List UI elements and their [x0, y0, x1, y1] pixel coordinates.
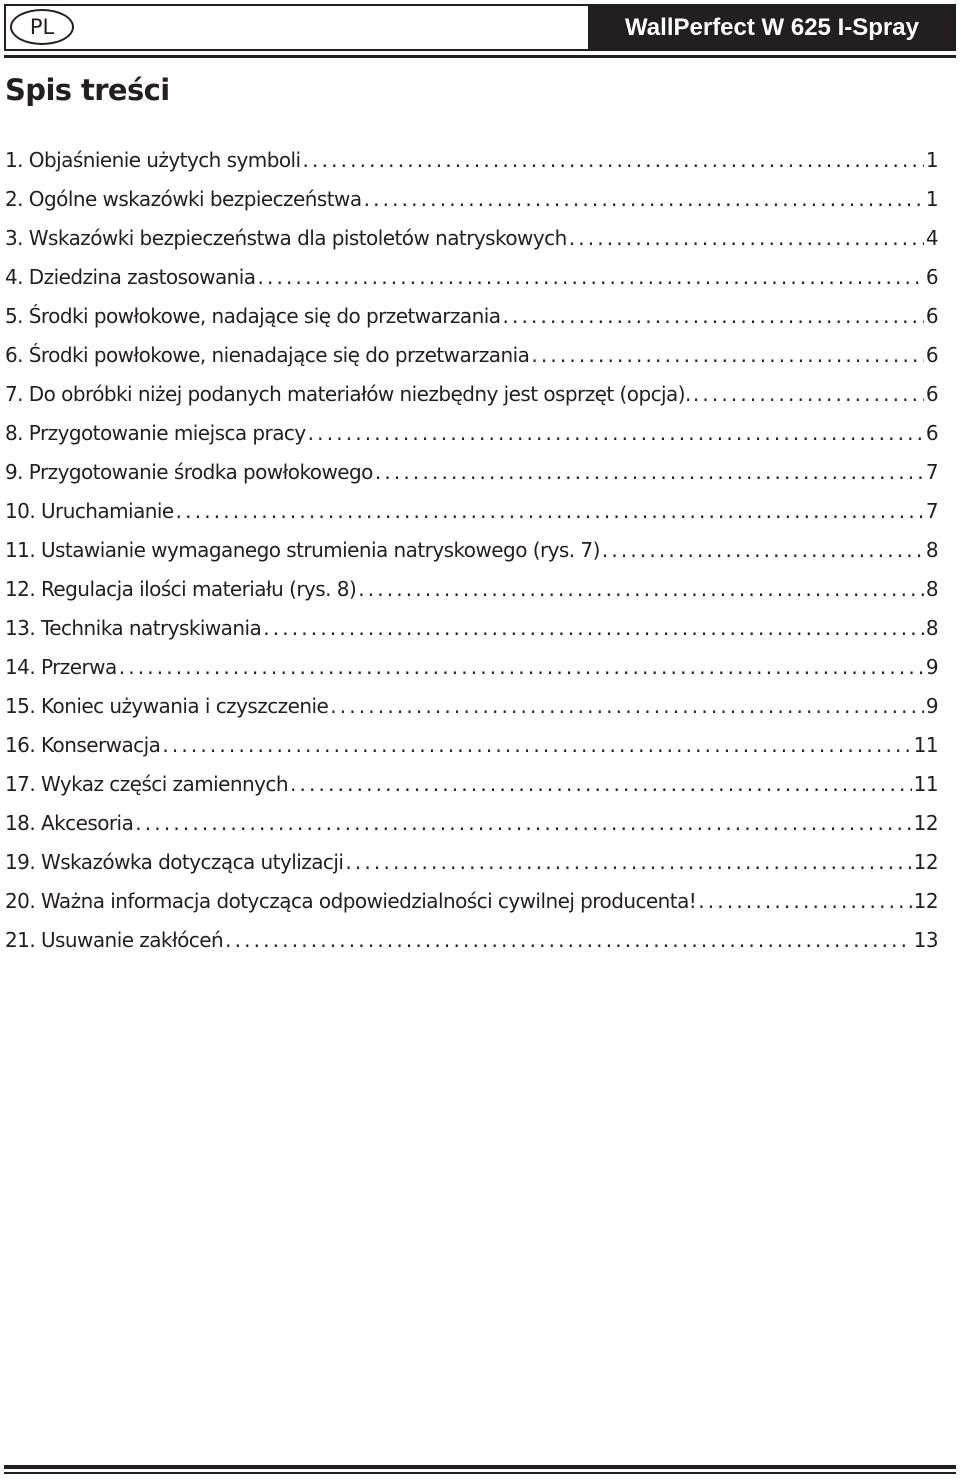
toc-entry-page: 9: [925, 694, 938, 718]
toc-entry-label: 8. Przygotowanie miejsca pracy: [5, 421, 306, 445]
toc-dot-leader: [358, 570, 924, 609]
toc-entry-label: 11. Ustawianie wymaganego strumienia natryskowego (rys. 7): [5, 538, 600, 562]
toc-entry[interactable]: [5, 570, 938, 609]
toc-dot-leader: [308, 414, 924, 453]
toc-dot-leader: [375, 453, 924, 492]
toc-entry[interactable]: [5, 765, 938, 804]
toc-entry-label: 15. Koniec używania i czyszczenie: [5, 694, 329, 718]
toc-entry-label: 6. Środki powłokowe, nienadające się do przetwarzania: [5, 343, 530, 367]
toc-entry-label: 1. Objaśnienie użytych symboli: [5, 148, 301, 172]
toc-entry-page: 6: [925, 382, 938, 406]
table-of-contents: [5, 141, 938, 960]
toc-entry[interactable]: [5, 804, 938, 843]
toc-entry[interactable]: [5, 609, 938, 648]
toc-entry[interactable]: [5, 843, 938, 882]
toc-entry-page: 11: [913, 733, 938, 757]
toc-entry-page: 8: [925, 577, 938, 601]
toc-dot-leader: [303, 141, 924, 180]
footer-divider: [4, 1465, 956, 1469]
toc-entry-label: 9. Przygotowanie środka powłokowego: [5, 460, 373, 484]
toc-entry-page: 1: [925, 187, 938, 211]
model-title-box: [588, 4, 956, 51]
toc-entry-page: 7: [925, 499, 938, 523]
toc-dot-leader: [290, 765, 912, 804]
toc-dot-leader: [119, 648, 924, 687]
toc-entry[interactable]: [5, 453, 938, 492]
toc-entry-page: 9: [925, 655, 938, 679]
toc-entry-label: 21. Usuwanie zakłóceń: [5, 928, 224, 952]
toc-entry[interactable]: [5, 414, 938, 453]
model-title: WallPerfect W 625 I-Spray: [625, 13, 919, 41]
toc-entry[interactable]: [5, 180, 938, 219]
toc-entry-label: 2. Ogólne wskazówki bezpieczeństwa: [5, 187, 362, 211]
toc-dot-leader: [330, 687, 924, 726]
toc-entry-label: 16. Konserwacja: [5, 733, 161, 757]
toc-entry-page: 12: [913, 850, 938, 874]
toc-entry[interactable]: [5, 726, 938, 765]
toc-entry-label: 20. Ważna informacja dotycząca odpowiedzialności cywilnej producenta!: [5, 889, 697, 913]
toc-entry-label: 7. Do obróbki niżej podanych materiałów niezbędny jest osprzęt (opcja).: [5, 382, 691, 406]
toc-entry[interactable]: [5, 219, 938, 258]
page-header: [0, 0, 960, 60]
toc-entry[interactable]: [5, 648, 938, 687]
toc-entry[interactable]: [5, 687, 938, 726]
toc-entry-page: 12: [913, 811, 938, 835]
toc-entry[interactable]: [5, 375, 938, 414]
toc-entry-page: 6: [925, 343, 938, 367]
toc-entry[interactable]: [5, 258, 938, 297]
toc-entry-label: 19. Wskazówka dotycząca utylizacji: [5, 850, 344, 874]
toc-entry-label: 18. Akcesoria: [5, 811, 134, 835]
toc-entry-label: 17. Wykaz części zamiennych: [5, 772, 289, 796]
header-divider: [4, 55, 956, 58]
toc-dot-leader: [364, 180, 924, 219]
toc-dot-leader: [602, 531, 924, 570]
toc-entry[interactable]: [5, 882, 938, 921]
toc-entry-page: 8: [925, 538, 938, 562]
toc-entry-label: 4. Dziedzina zastosowania: [5, 265, 256, 289]
toc-entry[interactable]: [5, 492, 938, 531]
toc-dot-leader: [225, 921, 912, 960]
toc-entry-label: 3. Wskazówki bezpieczeństwa dla pistoletów natryskowych: [5, 226, 567, 250]
toc-entry[interactable]: [5, 336, 938, 375]
toc-dot-leader: [176, 492, 924, 531]
toc-entry-page: 6: [925, 304, 938, 328]
toc-entry-label: 13. Technika natryskiwania: [5, 616, 262, 640]
toc-dot-leader: [502, 297, 923, 336]
toc-dot-leader: [693, 375, 924, 414]
toc-dot-leader: [263, 609, 924, 648]
toc-entry[interactable]: [5, 531, 938, 570]
toc-dot-leader: [162, 726, 911, 765]
toc-dot-leader: [569, 219, 924, 258]
toc-dot-leader: [345, 843, 911, 882]
toc-entry[interactable]: [5, 297, 938, 336]
toc-dot-leader: [698, 882, 911, 921]
toc-entry[interactable]: [5, 141, 938, 180]
footer-divider-thin: [4, 1472, 956, 1474]
toc-entry-label: 14. Przerwa: [5, 655, 117, 679]
toc-dot-leader: [531, 336, 923, 375]
toc-entry-page: 13: [913, 928, 938, 952]
toc-entry-page: 11: [913, 772, 938, 796]
toc-entry-page: 12: [913, 889, 938, 913]
toc-entry-label: 5. Środki powłokowe, nadające się do przetwarzania: [5, 304, 501, 328]
toc-entry-page: 6: [925, 265, 938, 289]
toc-dot-leader: [135, 804, 911, 843]
toc-entry-page: 1: [925, 148, 938, 172]
language-badge: PL: [10, 9, 74, 45]
toc-entry-page: 8: [925, 616, 938, 640]
toc-entry-label: 10. Uruchamianie: [5, 499, 174, 523]
toc-entry-page: 6: [925, 421, 938, 445]
toc-dot-leader: [258, 258, 924, 297]
toc-entry[interactable]: [5, 921, 938, 960]
toc-entry-page: 4: [925, 226, 938, 250]
toc-entry-page: 7: [925, 460, 938, 484]
page-title: Spis treści: [5, 73, 170, 107]
toc-entry-label: 12. Regulacja ilości materiału (rys. 8): [5, 577, 357, 601]
